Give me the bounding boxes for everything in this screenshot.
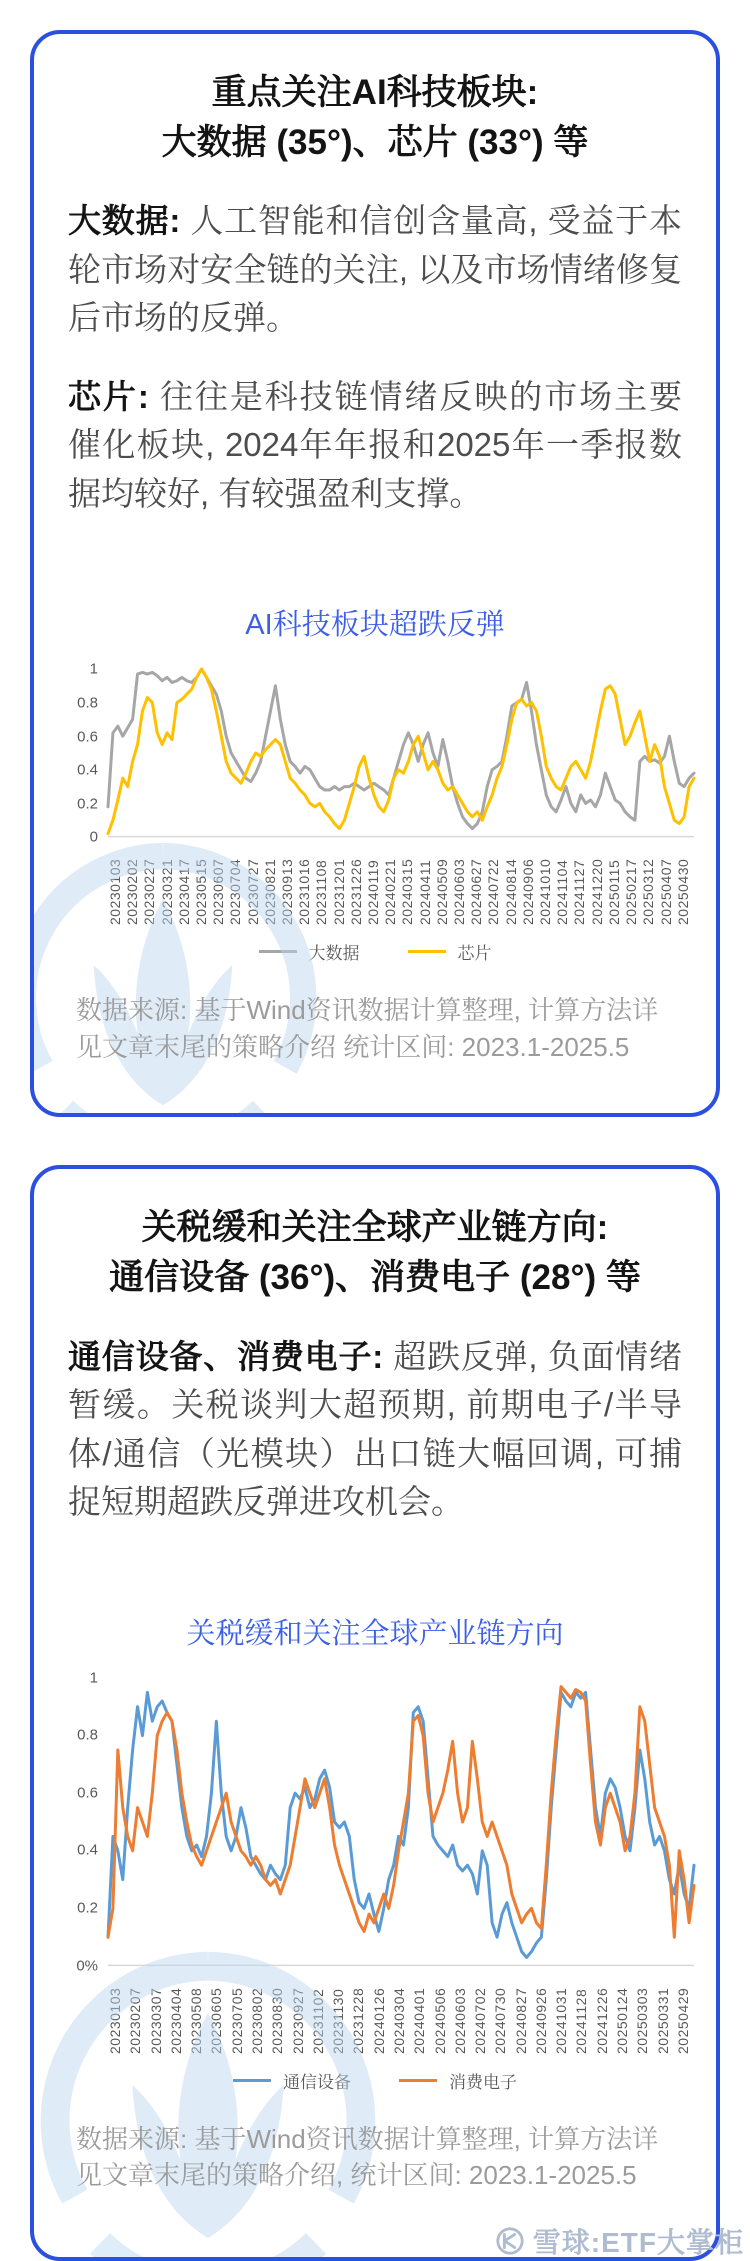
x-tick-label: 20240827 <box>512 1987 529 2054</box>
x-axis-labels <box>108 845 690 925</box>
x-tick-label: 20250124 <box>614 1987 631 2054</box>
x-tick-label: 20230927 <box>289 1987 306 2054</box>
x-tick-label: 20230515 <box>193 859 210 926</box>
y-tick-label: 1 <box>89 660 98 678</box>
series-line-通信设备 <box>108 1692 694 1957</box>
x-tick-label: 20240119 <box>365 860 382 926</box>
x-tick-label: 20240603 <box>451 1987 468 2054</box>
legend-item <box>233 2068 351 2093</box>
source-note: 数据来源: 基于Wind资讯数据计算整理, 计算方法详见文章末尾的策略介绍 统计区间: 2023.1-2025.5 <box>76 995 659 1062</box>
legend-swatch <box>399 2079 437 2082</box>
insight-card-global-chain <box>30 1165 720 2261</box>
x-tick-label: 20250312 <box>640 859 657 926</box>
paragraph-text: 往往是科技链情绪反映的市场主要催化板块, 2024年年报和2025年一季报数据均较好, 有较强盈利支撑。 <box>68 377 682 512</box>
y-tick-label: 0.2 <box>77 795 98 813</box>
series-line-大数据 <box>108 669 694 829</box>
line-series-svg <box>108 1678 694 1966</box>
x-tick-label: 20230727 <box>244 859 261 926</box>
x-tick-label: 20230508 <box>188 1987 205 2054</box>
x-tick-label: 20231130 <box>330 1988 347 2054</box>
x-tick-label: 20240506 <box>431 1987 448 2054</box>
y-tick-label: 0 <box>89 828 98 846</box>
x-tick-label: 20241220 <box>588 859 605 926</box>
x-tick-label: 20250115 <box>605 860 622 926</box>
card-title-line2: 通信设备 (36°)、消费电子 (28°) 等 <box>109 1257 641 1297</box>
x-tick-label: 20230103 <box>107 1987 123 2054</box>
x-tick-label: 20240926 <box>532 1987 549 2054</box>
x-tick-label: 20241010 <box>537 859 554 926</box>
x-tick-label: 20230605 <box>208 1987 225 2054</box>
chart-legend <box>34 939 716 964</box>
legend-swatch <box>259 950 297 953</box>
y-tick-label: 0.6 <box>77 1784 98 1802</box>
x-tick-label: 20240126 <box>370 1987 387 2054</box>
chart-title: 关税缓和关注全球产业链方向 <box>186 1617 564 1650</box>
legend-swatch <box>408 950 446 953</box>
xueqiu-watermark-text: 雪球:ETF大掌柜 <box>532 2227 744 2258</box>
x-tick-label: 20230821 <box>261 859 278 926</box>
line-series-svg <box>108 669 694 837</box>
card-title-line1: 重点关注AI科技板块: <box>211 73 539 112</box>
legend-label: 大数据 <box>308 944 360 964</box>
x-tick-label: 20240730 <box>492 1987 509 2054</box>
xueqiu-watermark <box>495 2221 744 2261</box>
x-tick-label: 20231226 <box>347 859 364 926</box>
x-tick-label: 20241128 <box>573 1988 590 2054</box>
x-tick-label: 20241031 <box>553 1987 570 2054</box>
insight-card-ai-tech <box>30 30 720 1117</box>
x-tick-label: 20230913 <box>279 859 296 926</box>
x-tick-label: 20240627 <box>468 859 485 926</box>
plot-area <box>60 1669 694 1975</box>
x-tick-label: 20230704 <box>227 859 244 926</box>
page <box>0 30 750 2258</box>
x-tick-label: 20240722 <box>485 859 502 926</box>
series-line-消费电子 <box>108 1686 694 1937</box>
y-axis-labels <box>60 660 108 846</box>
card-title <box>64 68 686 167</box>
x-tick-label: 20240814 <box>502 859 519 926</box>
x-tick-label: 20250217 <box>623 859 640 926</box>
line-chart-ai-tech <box>34 660 716 964</box>
card-title-line2: 大数据 (35°)、芯片 (33°) 等 <box>161 122 589 162</box>
paragraph-chip <box>68 373 682 519</box>
y-tick-label: 0.2 <box>77 1899 98 1917</box>
x-tick-label: 20250407 <box>657 859 674 926</box>
paragraph-lead: 芯片: <box>68 377 149 415</box>
x-tick-label: 20231016 <box>296 859 313 926</box>
paragraph-text: 人工智能和信创含量高, 受益于本轮市场对安全链的关注, 以及市场情绪修复后市场的反弹。 <box>68 202 682 337</box>
x-tick-label: 20240509 <box>433 859 450 926</box>
y-tick-label: 0.8 <box>77 694 98 712</box>
legend-label: 消费电子 <box>449 2072 517 2092</box>
x-axis-labels <box>108 1974 690 2054</box>
y-tick-label: 0.4 <box>77 1841 98 1859</box>
xueqiu-logo-icon <box>495 2226 525 2256</box>
x-tick-label: 20241127 <box>571 860 588 926</box>
x-tick-label: 20240411 <box>416 860 433 926</box>
x-tick-label: 20230227 <box>141 859 158 926</box>
chart-legend <box>34 2068 716 2093</box>
x-tick-label: 20240304 <box>390 1987 407 2054</box>
x-tick-label: 20240906 <box>519 859 536 926</box>
y-tick-label: 0.6 <box>77 728 98 746</box>
legend-label: 通信设备 <box>283 2072 351 2092</box>
x-tick-label: 20240315 <box>399 859 416 926</box>
legend-item <box>259 939 360 964</box>
x-tick-label: 20230404 <box>167 1987 184 2054</box>
paragraph-bigdata <box>68 197 682 343</box>
x-tick-label: 20240221 <box>382 859 399 926</box>
x-tick-label: 20240401 <box>411 1987 428 2054</box>
x-tick-label: 20230705 <box>228 1987 245 2054</box>
x-tick-label: 20230417 <box>175 859 192 926</box>
legend-label: 芯片 <box>457 944 492 964</box>
plot-canvas <box>108 1678 694 1966</box>
paragraph-lead: 大数据: <box>68 202 181 240</box>
y-axis-labels <box>60 1669 108 1975</box>
paragraph-comm-consumer <box>68 1333 682 1527</box>
x-tick-label: 20250331 <box>654 1987 671 2054</box>
x-tick-label: 20230802 <box>248 1987 265 2054</box>
x-tick-label: 20240702 <box>472 1987 489 2054</box>
plot-area <box>60 660 694 846</box>
x-tick-label: 20250429 <box>674 1987 691 2054</box>
plot-canvas <box>108 669 694 837</box>
x-tick-label: 20230607 <box>210 859 227 926</box>
legend-item <box>399 2068 517 2093</box>
legend-item <box>408 939 492 964</box>
x-tick-label: 20231201 <box>330 859 347 926</box>
paragraph-lead: 通信设备、消费电子: <box>68 1337 384 1375</box>
legend-swatch <box>233 2079 271 2082</box>
x-tick-label: 20240603 <box>451 859 468 926</box>
card-title <box>64 1203 686 1302</box>
y-tick-label: 0.8 <box>77 1726 98 1744</box>
x-tick-label: 20250430 <box>674 859 691 926</box>
x-tick-label: 20230307 <box>147 1987 164 2054</box>
x-tick-label: 20230202 <box>124 859 141 926</box>
x-tick-label: 20230207 <box>127 1987 144 2054</box>
line-chart-global-chain <box>34 1669 716 2093</box>
x-tick-label: 20230103 <box>107 859 123 926</box>
x-tick-label: 20231108 <box>313 860 330 926</box>
x-tick-label: 20241226 <box>593 1987 610 2054</box>
source-note: 数据来源: 基于Wind资讯数据计算整理, 计算方法详见文章末尾的策略介绍, 统计区间: 2023.1-2025.5 <box>76 2123 659 2190</box>
x-tick-label: 20241104 <box>554 860 571 926</box>
x-tick-label: 20230830 <box>269 1987 286 2054</box>
x-tick-label: 20231228 <box>350 1987 367 2054</box>
paragraph-text: 超跌反弹, 负面情绪暂缓。关税谈判大超预期, 前期电子/半导体/通信（光模块）出口链大幅回调, 可捕捉短期超跌反弹进攻机会。 <box>68 1337 682 1521</box>
x-tick-label: 20231102 <box>309 1988 326 2054</box>
y-tick-label: 1 <box>89 1669 98 1687</box>
y-tick-label: 0.4 <box>77 761 98 779</box>
card-title-line1: 关税缓和关注全球产业链方向: <box>141 1208 609 1248</box>
x-tick-label: 20250303 <box>634 1987 651 2054</box>
x-tick-label: 20230321 <box>158 859 175 926</box>
chart-title: AI科技板块超跌反弹 <box>245 609 505 642</box>
y-tick-label: 0% <box>76 1957 98 1975</box>
